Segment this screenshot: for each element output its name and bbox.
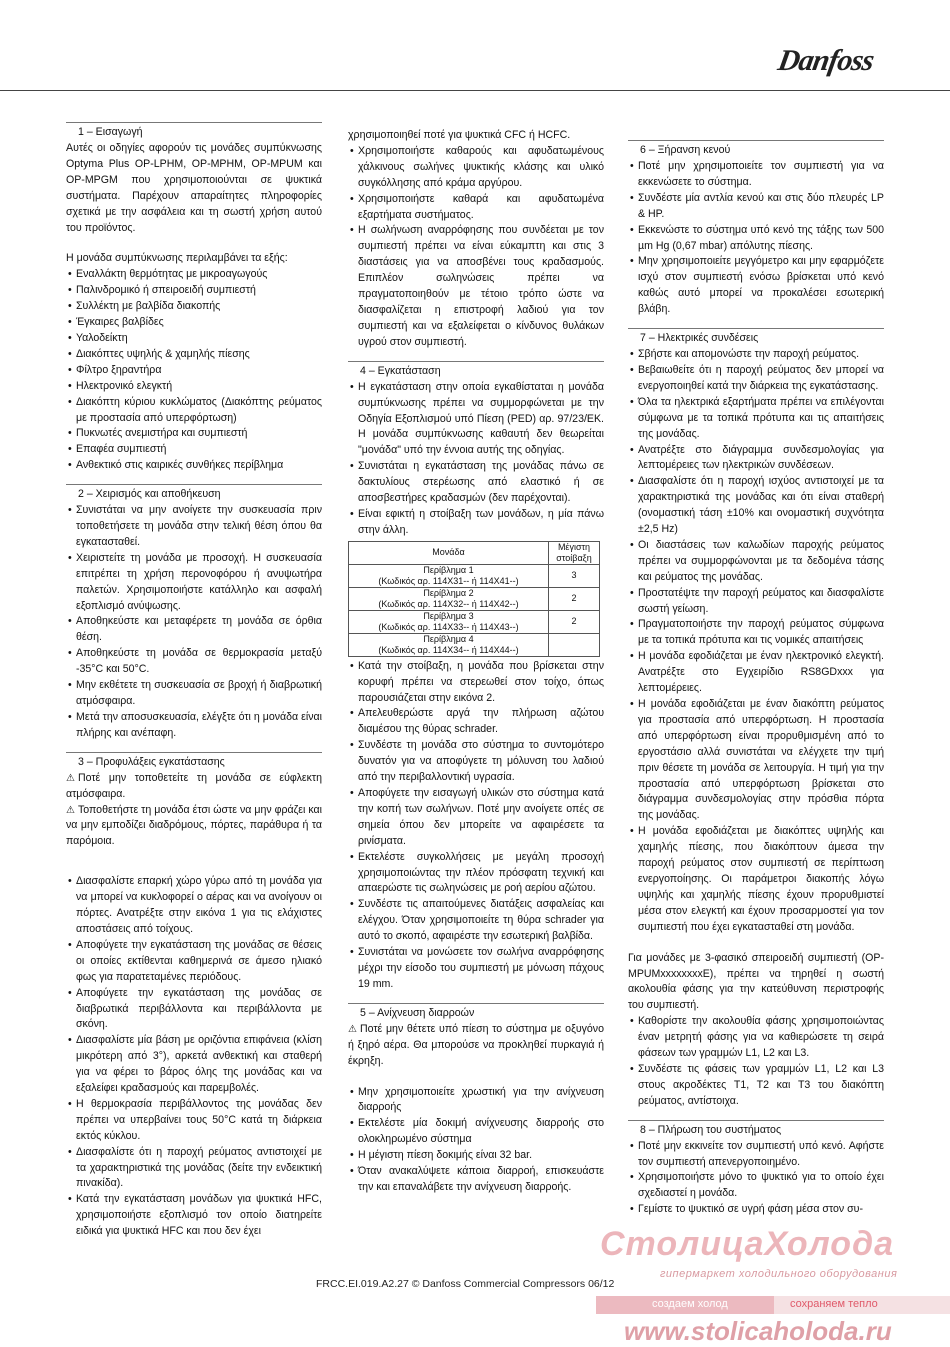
charging-list bbox=[628, 1139, 884, 1219]
list-item: • Αποφύγετε την εγκατάσταση της μονάδας σε θέσεις οι οποίες εκτίθενται καθημερινά σε άμεσο ηλιακό φως για παρατεταμένες περιόδους. bbox=[66, 938, 322, 986]
list-item: • Η μέγιστη πίεση δοκιμής είναι 32 bar. bbox=[348, 1148, 604, 1164]
leak-list bbox=[348, 1085, 604, 1196]
list-item: • Διασφαλίστε επαρκή χώρο γύρω από τη μονάδα για να μπορεί να κυκλοφορεί ο αέρας και να ανοίγουν οι πόρτες. Ανατρέξτε στην εικόνα 1 για τις ελάχιστες αποστάσεις από τοίχους. bbox=[66, 874, 322, 938]
section-3-title: 3 – Προφυλάξεις εγκατάστασης bbox=[66, 752, 322, 769]
table-row: Περίβλημα 2 (Κωδικός αρ. 114X32-- ή 114X42--) 2 bbox=[349, 587, 600, 610]
section-6-title: 6 – Ξήρανση κενού bbox=[628, 140, 884, 157]
warning-3: ⚠ Ποτέ μην θέτετε υπό πίεση το σύστημα με οξυγόνο ή ξηρό αέρα. Θα μπορούσε να προκληθεί πυρκαγιά ή έκρηξη. bbox=[348, 1022, 604, 1067]
list-item: • Κατά την εγκατάσταση μονάδων για ψυκτικά HFC, χρησιμοποιήστε εξοπλισμό τον οποίο διατηρείτε ειδικά για ψυκτικά HFC και που δεν έχει bbox=[66, 1192, 322, 1240]
includes-paragraph: Η μονάδα συμπύκνωσης περιλαμβάνει τα εξής: bbox=[66, 252, 288, 265]
warning-icon: ⚠ bbox=[66, 772, 75, 784]
list-item: • Υαλοδείκτη bbox=[66, 331, 322, 347]
list-item: • Συνιστάται να μην ανοίγετε την συσκευασία πριν τοποθετήσετε τη μονάδα στην τελική θέση όπου θα εγκατασταθεί. bbox=[66, 503, 322, 551]
footer: FRCC.EI.019.A2.27 © Danfoss Commercial Compressors 06/12 bbox=[316, 1278, 615, 1290]
list-item: • Εκκενώστε το σύστημα υπό κενό της τάξης των 500 µm Hg (0,67 mbar) απόλυτης πίεσης. bbox=[628, 223, 884, 255]
list-item: • Η σωλήνωση αναρρόφησης που συνδέεται με τον συμπιεστή πρέπει να είναι εύκαμπτη και στις 3 διαστάσεις για να αποσβένει τους κραδασμούς. Επιπλέον σωληνώσεις πρέπει να πραγματοποιηθούν με τέτοιο τρόπο ώστε να διασφαλίζεται η επιστροφή λαδιού για τον συμπιεστή και να εξαλείφεται ο κίνδυνος θυλάκων υγρού στον συμπιεστή. bbox=[348, 223, 604, 350]
list-item: • Μην χρησιμοποιείτε μεγγόμετρο και μην εφαρμόζετε ισχύ στον συμπιεστή ενόσω βρίσκεται υπό κενό καθώς αυτό μπορεί να προκαλέσει εσωτερική βλάβη. bbox=[628, 254, 884, 318]
list-item: • Αποθηκεύστε τη μονάδα σε θερμοκρασία μεταξύ -35°C και 50°C. bbox=[66, 646, 322, 678]
list-item: • Χειριστείτε τη μονάδα με προσοχή. Η συσκευασία επιτρέπει τη χρήση περονοφόρου ή ανυψωτήρα παλετών. Χρησιμοποιήστε κατάλληλο και ασφαλή εξοπλισμό ανύψωσης. bbox=[66, 551, 322, 615]
table-header-unit: Μονάδα bbox=[349, 541, 549, 564]
section-7-title: 7 – Ηλεκτρικές συνδέσεις bbox=[628, 328, 884, 345]
installation-list bbox=[348, 380, 604, 539]
vacuum-list bbox=[628, 159, 884, 318]
section-4-title: 4 – Εγκατάσταση bbox=[348, 361, 604, 378]
list-item: • Διασφαλίστε ότι η παροχή ρεύματος αντιστοιχεί με τα χαρακτηριστικά της μονάδας (δείτε την ενδεικτική πινακίδα). bbox=[66, 1145, 322, 1193]
section-8-title: 8 – Πλήρωση του συστήματος bbox=[628, 1120, 884, 1137]
table-row: Περίβλημα 4 (Κωδικός αρ. 114X34-- ή 114X44--) bbox=[349, 633, 600, 656]
list-item: • Έγκαιρες βαλβίδες bbox=[66, 315, 322, 331]
list-item: • Προστατέψτε την παροχή ρεύματος και διασφαλίστε σωστή γείωση. bbox=[628, 586, 884, 618]
phase-paragraph: Για μονάδες με 3-φασικό σπειροειδή συμπιεστή (OP-MPUMxxxxxxxxE), πρέπει να τηρηθεί η σωστή ακολουθία φάσης για την κατεύθυνση περιστροφής του συμπιεστή. bbox=[628, 951, 884, 1012]
installation-list-2 bbox=[348, 659, 604, 993]
phase-list bbox=[628, 1014, 884, 1109]
list-item: • Παλινδρομικό ή σπειροειδή συμπιεστή bbox=[66, 283, 322, 299]
list-item: • Πυκνωτές ανεμιστήρα και συμπιεστή bbox=[66, 426, 322, 442]
list-item: • Συνιστάται να μονώσετε τον σωλήνα αναρρόφησης μέχρι την είσοδο του συμπιεστή με μόνωση πάχους 19 mm. bbox=[348, 945, 604, 993]
list-item: • Μην χρησιμοποιείτε χρωστική για την ανίχνευση διαρροής bbox=[348, 1085, 604, 1117]
list-item: • Κατά την στοίβαξη, η μονάδα που βρίσκεται στην κορυφή πρέπει να στερεωθεί στον τοίχο, όπως παρουσιάζεται στην εικόνα 2. bbox=[348, 659, 604, 707]
list-item: • Χρησιμοποιήστε μόνο το ψυκτικό για το οποίο έχει σχεδιαστεί η μονάδα. bbox=[628, 1170, 884, 1202]
list-item: • Χρησιμοποιήστε καθαρά και αφυδατωμένα εξαρτήματα συστήματος. bbox=[348, 192, 604, 224]
list-item: • Πραγματοποιήστε την παροχή ρεύματος σύμφωνα με τα τοπικά πρότυπα και τις νομικές απαιτήσεις bbox=[628, 617, 884, 649]
column-2 bbox=[348, 128, 604, 1196]
list-item: • Βεβαιωθείτε ότι η παροχή ρεύματος δεν μπορεί να ενεργοποιηθεί κατά την διάρκεια της εγκατάστασης. bbox=[628, 363, 884, 395]
section-5-title: 5 – Ανίχνευση διαρροών bbox=[348, 1003, 604, 1020]
column-3 bbox=[628, 140, 884, 1218]
list-item: • Ανατρέξτε στο διάγραμμα συνδεσμολογίας για λεπτομέρειες των ηλεκτρικών συνδέσεων. bbox=[628, 443, 884, 475]
electrical-list bbox=[628, 347, 884, 936]
list-item: • Η εγκατάσταση στην οποία εγκαθίσταται η μονάδα συμπύκνωσης πρέπει να συμμορφώνεται με την Οδηγία Εξοπλισμού υπό Πίεση (PED) αρ. 97/23/ΕΚ. Η μονάδα συμπύκνωσης καθαυτή δεν θεωρείται "μονάδα" υπό την έννοια αυτής της οδηγίας. bbox=[348, 380, 604, 460]
stacking-table bbox=[348, 541, 600, 657]
list-item: • Αποφύγετε την εισαγωγή υλικών στο σύστημα κατά την κοπή των σωλήνων. Ποτέ μην ανοίγετε οπές σε σημεία όπου δεν μπορείτε να αφαιρέσετε τα ρινίσματα. bbox=[348, 786, 604, 850]
list-item: • Φίλτρο ξηραντήρα bbox=[66, 363, 322, 379]
list-item: • Η μονάδα εφοδιάζεται με έναν διακόπτη ρεύματος για προστασία από υπερφόρτωση. Η προστασία από υπερφόρτωση είναι προρυθμισμένη από το εργοστάσιο αλλά συνιστάται να ελέγχετε την τιμή πριν θέσετε τη μονάδα σε λειτουργία. Η τιμή για την προστασία από υπερφόρτωση βρίσκεται στο διάγραμμα συνδεσμολογίας στην πρόσθια πόρτα της μονάδας. bbox=[628, 697, 884, 824]
intro-paragraph: Αυτές οι οδηγίες αφορούν τις μονάδες συμπύκνωσης Optyma Plus OP-LPHM, OP-MPHM, OP-MPUM και OP-MPGM που χρησιμοποιούνται σε ψυκτικά συστήματα. Παρέχουν απαραίτητες πληροφορίες σχετικά με την ασφάλεια και τη σωστή χρήση αυτού του προϊόντος. bbox=[66, 142, 322, 234]
list-item: • Καθορίστε την ακολουθία φάσης χρησιμοποιώντας έναν μετρητή φάσης για να καθιερώσετε τη σειρά φάσεων των γραμμών L1, L2 και L3. bbox=[628, 1014, 884, 1062]
header-rule bbox=[0, 90, 950, 91]
list-item: • Απελευθερώστε αργά την πλήρωση αζώτου διαμέσου της θύρας schrader. bbox=[348, 706, 604, 738]
watermark-slogan-1: создаем холод bbox=[652, 1298, 728, 1310]
list-item: • Σβήστε και απομονώστε την παροχή ρεύματος. bbox=[628, 347, 884, 363]
list-item: • Συλλέκτη με βαλβίδα διακοπής bbox=[66, 299, 322, 315]
list-item: • Ανθεκτικό στις καιρικές συνθήκες περίβλημα bbox=[66, 458, 322, 474]
list-item: • Ηλεκτρονικό ελεγκτή bbox=[66, 379, 322, 395]
list-item: • Συνδέστε τη μονάδα στο σύστημα το συντομότερο δυνατόν για να αποφύγετε τη μόλυνση του λαδιού από την περιβαλλοντική υγρασία. bbox=[348, 738, 604, 786]
watermark-name: СтолицаХолода bbox=[600, 1225, 894, 1263]
list-item: • Συνδέστε μία αντλία κενού και στις δύο πλευρές LP & HP. bbox=[628, 191, 884, 223]
list-item: • Η μονάδα εφοδιάζεται με διακόπτες υψηλής και χαμηλής πίεσης, που διακόπτουν άμεσα την παροχή ρεύματος στον συμπιεστή σε περίπτωση ενεργοποίησης. Οι παράμετροι διακοπής λόγω υψηλής και χαμηλής πίεσης έχουν προρυθμιστεί μέσα στον ελεγκτή και έχουν προσαρμοστεί για τον συμπιεστή που έχει εγκατασταθεί στη μονάδα. bbox=[628, 824, 884, 935]
watermark-tagline: гипермаркет холодильного оборудования bbox=[660, 1268, 898, 1280]
list-item: • Μην εκθέτετε τη συσκευασία σε βροχή ή διαβρωτική ατμόσφαιρα. bbox=[66, 678, 322, 710]
list-item: • Επαφέα συμπιεστή bbox=[66, 442, 322, 458]
list-item: • Γεμίστε το ψυκτικό σε υγρή φάση μέσα στον συ- bbox=[628, 1202, 884, 1218]
components-list bbox=[66, 267, 322, 474]
section-1-title: 1 – Εισαγωγή bbox=[66, 122, 322, 139]
section-2-title: 2 – Χειρισμός και αποθήκευση bbox=[66, 484, 322, 501]
list-item: • Εκτελέστε συγκολλήσεις με μεγάλη προσοχή χρησιμοποιώντας την πλέον πρόσφατη τεχνική και απαερώστε τις σωληνώσεις με ροή αερίου αζώτου. bbox=[348, 850, 604, 898]
list-item: • Αποφύγετε την εγκατάσταση της μονάδας σε διαβρωτικά περιβάλλοντα και περιβάλλοντα με σκόνη. bbox=[66, 986, 322, 1034]
list-item: • Διασφαλίστε ότι η παροχή ισχύος αντιστοιχεί με τα χαρακτηριστικά της μονάδας και ότι είναι σταθερή (ονομαστική τάση ±10% και ονομαστική συχνότητα ±2,5 Hz) bbox=[628, 474, 884, 538]
list-item: • Μετά την αποσυσκευασία, ελέγξτε ότι η μονάδα είναι πλήρης και ανέπαφη. bbox=[66, 710, 322, 742]
precautions-list bbox=[66, 874, 322, 1240]
warning-icon: ⚠ bbox=[66, 804, 75, 816]
table-row: Περίβλημα 1 (Κωδικός αρ. 114X31-- ή 114X41--) 3 bbox=[349, 564, 600, 587]
warning-icon: ⚠ bbox=[348, 1023, 357, 1035]
watermark-slogan-2: сохраняем тепло bbox=[790, 1298, 878, 1310]
list-item: • Οι διαστάσεις των καλωδίων παροχής ρεύματος πρέπει να συμμορφώνονται με τα δεδομένα τάσης και ρεύματος της μονάδας. bbox=[628, 538, 884, 586]
list-item: • Διασφαλίστε μία βάση με οριζόντια επιφάνεια (κλίση μικρότερη από 3°), αρκετά ανθεκτική και σταθερή για να φέρει το βάρος όλης της μονάδας και να εξαλείφει κραδασμούς και παρεμβολές. bbox=[66, 1033, 322, 1097]
cfc-continuation: χρησιμοποιηθεί ποτέ για ψυκτικά CFC ή HCFC. bbox=[348, 129, 571, 141]
list-item: • Διακόπτες υψηλής & χαμηλής πίεσης bbox=[66, 347, 322, 363]
list-item: • Εναλλάκτη θερμότητας με μικροαγωγούς bbox=[66, 267, 322, 283]
table-row: Περίβλημα 3 (Κωδικός αρ. 114X33-- ή 114X43--) 2 bbox=[349, 610, 600, 633]
watermark-url[interactable]: www.stolicaholoda.ru bbox=[624, 1316, 892, 1346]
table-header-row bbox=[349, 541, 600, 564]
list-item: • Ποτέ μην χρησιμοποιείτε τον συμπιεστή για να εκκενώσετε το σύστημα. bbox=[628, 159, 884, 191]
list-item: • Χρησιμοποιήστε καθαρούς και αφυδατωμένους χάλκινους σωλήνες ψυκτικής κλάσης και υλικό συγκόλλησης από κράμα αργύρου. bbox=[348, 144, 604, 192]
list-item: • Εκτελέστε μία δοκιμή ανίχνευσης διαρροής στο ολοκληρωμένο σύστημα bbox=[348, 1116, 604, 1148]
list-item: • Είναι εφικτή η στοίβαξη των μονάδων, η μία πάνω στην άλλη. bbox=[348, 507, 604, 539]
list-item: • Όταν ανακαλύψετε κάποια διαρροή, επισκευάστε την και επαναλάβετε την ανίχνευση διαρροής. bbox=[348, 1164, 604, 1196]
list-item: • Συνδέστε τις φάσεις των γραμμών L1, L2 και L3 στους ακροδέκτες T1, T2 και T3 του διακόπτη ρεύματος, αντίστοιχα. bbox=[628, 1062, 884, 1110]
list-item: • Συνδέστε τις απαιτούμενες διατάξεις ασφαλείας και ελέγχου. Όταν χρησιμοποιείτε τη θύρα schrader για αυτό το σκοπό, αφαιρέστε την εσωτερική βαλβίδα. bbox=[348, 897, 604, 945]
piping-list bbox=[348, 144, 604, 351]
list-item: • Αποθηκεύστε και μεταφέρετε τη μονάδα σε όρθια θέση. bbox=[66, 614, 322, 646]
list-item: • Διακόπτη κύριου κυκλώματος (Διακόπτης ρεύματος με προστασία από υπερφόρτωση) bbox=[66, 395, 322, 427]
warning-1: ⚠ Ποτέ μην τοποθετείτε τη μονάδα σε εύφλεκτη ατμόσφαιρα. bbox=[66, 771, 322, 800]
danfoss-logo: Danfoss bbox=[775, 44, 877, 77]
list-item: • Όλα τα ηλεκτρικά εξαρτήματα πρέπει να επιλέγονται σύμφωνα με τα τοπικά πρότυπα και τις απαιτήσεις της μονάδας. bbox=[628, 395, 884, 443]
column-1 bbox=[66, 122, 322, 1240]
list-item: • Η μονάδα εφοδιάζεται με έναν ηλεκτρονικό ελεγκτή. Ανατρέξτε στο Εγχειρίδιο RS8GDxxx για λεπτομέρειες. bbox=[628, 649, 884, 697]
list-item: • Η θερμοκρασία περιβάλλοντος της μονάδας δεν πρέπει να υπερβαίνει τους 50°C κατά τη διάρκεια εκτός κύκλου. bbox=[66, 1097, 322, 1145]
list-item: • Συνιστάται η εγκατάσταση της μονάδας πάνω σε δακτυλίους στερέωσης από ελαστικό ή σε αποσβεστήρες κραδασμών (δεν παρέχονται). bbox=[348, 459, 604, 507]
table-header-stacking: Μέγιστη στοίβαξη bbox=[549, 541, 600, 564]
handling-list bbox=[66, 503, 322, 742]
warning-2: ⚠ Τοποθετήστε τη μονάδα έτσι ώστε να μην φράζει και να μην εμποδίζει διαδρόμους, πόρτες, παράθυρα ή τα παρόμοια. bbox=[66, 803, 322, 848]
list-item: • Ποτέ μην εκκινείτε τον συμπιεστή υπό κενό. Αφήστε τον συμπιεστή απενεργοποιημένο. bbox=[628, 1139, 884, 1171]
